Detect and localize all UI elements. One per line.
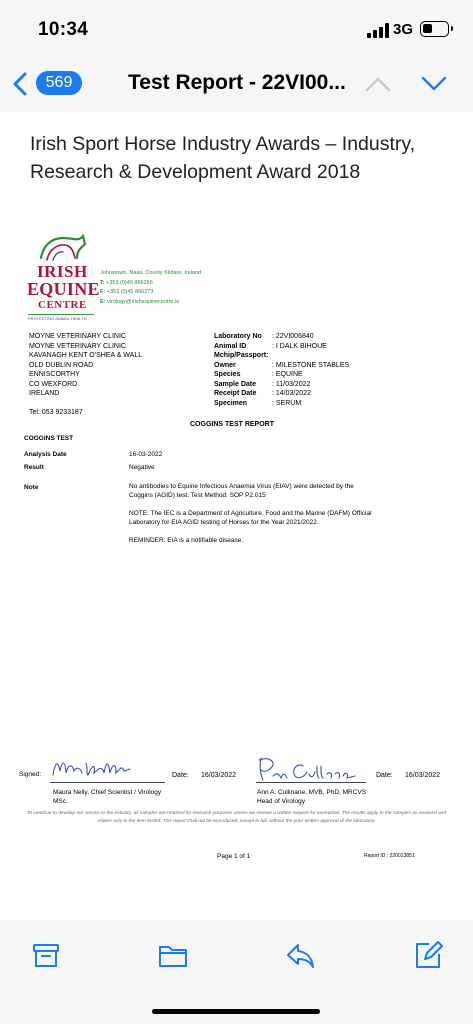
tel-label: T:	[100, 279, 105, 286]
signed-label: Signed:	[19, 771, 42, 778]
lab-detail-label: Specimen	[214, 399, 248, 407]
client-line: OLD DUBLIN ROAD	[29, 361, 94, 369]
client-line: CO WEXFORD	[29, 380, 78, 388]
note-paragraph: REMINDER: EIA is a notifiable disease.	[129, 537, 244, 544]
lab-detail-value: : MILESTONE STABLES	[272, 361, 350, 369]
signature-line	[50, 782, 165, 783]
document-page	[0, 112, 473, 920]
client-line: IRELAND	[29, 390, 60, 397]
home-indicator[interactable]	[152, 1009, 320, 1014]
logo-text-equine: EQUINE	[27, 279, 100, 299]
lab-detail-label: Species	[214, 371, 241, 378]
compose-icon[interactable]	[413, 940, 443, 970]
lab-detail-label: Animal ID	[214, 342, 247, 350]
analysis-date-value: 16-03-2022	[129, 451, 163, 458]
contact-phone	[100, 279, 201, 289]
tel-value: +353 (0)45 866266	[106, 279, 153, 286]
signature-nelly-image	[50, 755, 150, 781]
previous-message-icon[interactable]	[364, 74, 392, 94]
back-chevron-icon[interactable]	[10, 71, 30, 97]
note-paragraph: No antibodies to Equine Infectious Anaemia Virus (EIAV) were detected by the Coggins (AGID) test. Test Method: SOP P2.015	[129, 483, 354, 499]
horse-logo-icon	[33, 232, 91, 264]
report-id: Report ID : 220013851	[364, 853, 415, 859]
folder-icon[interactable]	[158, 940, 188, 970]
logo-tagline: PROTECTING ANIMAL HEALTH	[28, 314, 94, 321]
signer-1-title: Maura Nelly, Chief Scientist / Virology	[53, 789, 162, 796]
archive-icon[interactable]	[31, 940, 61, 970]
contact-address: Johnstown, Naas, County Kildare, Ireland	[100, 270, 202, 276]
irish-equine-centre-logo	[27, 232, 100, 324]
lab-detail-value: : 22VI006840	[272, 333, 314, 340]
lab-detail-label: Owner	[214, 361, 236, 369]
contact-email	[100, 298, 201, 308]
client-phone[interactable]: Tel: 053 9233187	[29, 409, 83, 416]
signer-1-degree: MSc.	[53, 798, 68, 805]
signature-date-1: 16/03/2022	[201, 772, 237, 779]
network-type: 3G	[393, 21, 414, 38]
contact-block	[100, 269, 201, 307]
lab-detail-label: Sample Date	[214, 380, 257, 388]
signer-2-title: Ann A. Cullinane, MVB, PhD, MRCVS	[257, 789, 367, 796]
client-line: MOYNE VETERINARY CLINIC	[29, 342, 126, 350]
lab-detail-value: : 14/03/2022	[272, 390, 311, 397]
contact-fax	[100, 288, 201, 298]
signer-2	[257, 788, 366, 806]
next-message-icon[interactable]	[420, 74, 448, 94]
lab-detail-value: : I DALK BIHOUE	[272, 342, 327, 350]
note-text	[129, 482, 379, 554]
email-link[interactable]: virology@irishequinecentre.ie	[107, 298, 180, 305]
email-label: E:	[100, 298, 106, 305]
client-line: ENNISCORTHY	[29, 371, 80, 378]
lab-detail-value: : 11/03/2022	[272, 380, 311, 388]
note-paragraph: NOTE: The IEC is a Department of Agriculture, Food and the Marine (DAFM) Official Laboratory for EIA AGID testing of Horses for the Year 2021/2022.	[129, 510, 372, 526]
lab-detail-value: : SERUM	[272, 399, 302, 407]
status-time: 10:34	[38, 19, 89, 40]
lab-detail-label: Laboratory No	[214, 333, 262, 340]
unread-count-badge[interactable]: 569	[36, 71, 82, 95]
analysis-date-label: Analysis Date	[24, 451, 67, 458]
battery-level	[423, 24, 432, 33]
page-number: Page 1 of 1	[217, 853, 251, 860]
note-label: Note	[24, 484, 39, 491]
date-label: Date:	[376, 772, 393, 779]
test-name: COGGINS TEST	[24, 435, 74, 442]
nav-title: Test Report - 22VI00...	[128, 71, 346, 94]
lab-detail-label: Receipt Date	[214, 390, 257, 397]
client-address	[29, 332, 142, 399]
date-label: Date:	[172, 772, 189, 779]
fax-label: F:	[100, 289, 106, 295]
status-bar	[0, 0, 473, 58]
signer-2-role: Head of Virology	[257, 798, 305, 805]
lab-detail-value: : EQUINE	[272, 371, 303, 378]
result-label: Result	[24, 464, 44, 471]
signer-1	[53, 788, 161, 806]
report-title: COGGINS TEST REPORT	[190, 421, 275, 428]
nav-bar	[0, 58, 473, 112]
logo-text-irish: IRISH	[37, 262, 88, 281]
reply-icon[interactable]	[285, 940, 315, 970]
client-line: MOYNE VETERINARY CLINIC	[29, 333, 126, 340]
signature-line	[256, 782, 366, 783]
fax-value: +353 (0)45 866273	[106, 289, 154, 295]
client-line: KAVANAGH KENT O'SHEA & WALL	[29, 352, 143, 359]
battery-icon	[420, 21, 449, 37]
lab-detail-label: Mchip/Passport:	[214, 352, 269, 359]
result-value: Negative	[129, 464, 155, 471]
signature-cullinane-image	[255, 754, 365, 784]
disclaimer-text: To continue to develop our service to the industry, all samples are retained for research purposes unless we receive a written request for exemption. The results apply to the samples as received and relates only to the item tested. This report shall not be reproduced, except in full, without the prior written approval of the laboratory.	[26, 811, 447, 824]
bottom-toolbar	[0, 920, 473, 1024]
document-heading: Irish Sport Horse Industry Awards – Industry, Research & Development Award 2018	[30, 133, 416, 183]
logo-text-centre: CENTRE	[38, 299, 87, 311]
signal-strength-icon	[367, 22, 389, 38]
signature-date-2: 16/03/2022	[405, 772, 441, 779]
